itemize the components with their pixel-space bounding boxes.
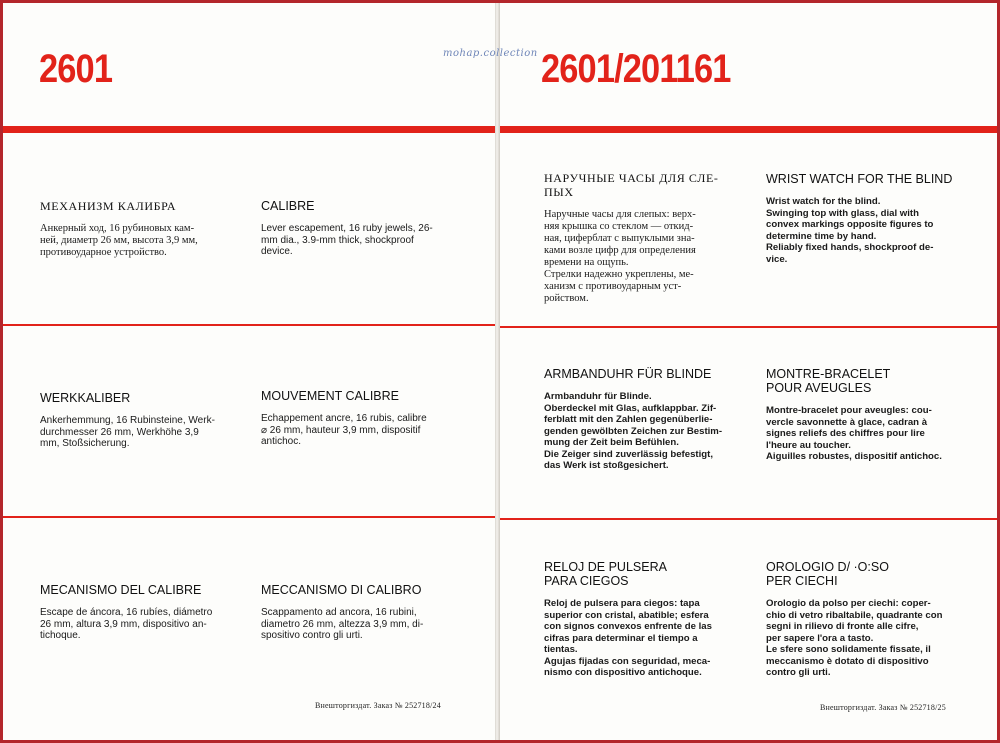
section-text: Анкерный ход, 16 рубиновых кам- ней, диаметр 26 мм, высота 3,9 мм, противоударное устройство. (40, 223, 198, 258)
section-heading: НАРУЧНЫЕ ЧАСЫ ДЛЯ СЛЕ- ПЫХ (544, 171, 719, 199)
red-divider (500, 326, 997, 328)
section-text: Lever escapement, 16 ruby jewels, 26- mm dia., 3.9-mm thick, shockproof device. (261, 223, 433, 257)
section-heading: MOUVEMENT CALIBRE (261, 389, 399, 403)
section-italian (766, 560, 966, 679)
section-heading: WERKKALIBER (40, 391, 131, 405)
section-text: Orologio da polso per ciechi: coper- chio di vetro ribaltabile, quadrante con segni in rilievo di fronte alle cifre, per sapere l'ora a tasto. Le sfere sono solidamente fissate, il meccanismo è dotato di dispositivo contro gli urti. (766, 598, 943, 678)
model-number: 2601/201161 (541, 47, 731, 91)
model-number: 2601 (39, 47, 113, 91)
section-english (261, 199, 461, 258)
section-heading: ARMBANDUHR FÜR BLINDE (544, 367, 712, 381)
red-rule (500, 126, 997, 133)
red-rule (3, 126, 495, 133)
section-text: Armbanduhr für Blinde. Oberdeckel mit Glas, aufklappbar. Zif- ferblatt mit den Zahlen gegenüberlie- genden gewölbten Zeichen zur Bestim- mung der Zeit beim Befühlen. Die Zeiger sind zuverlässig befestigt, das Werk ist stoßgesichert. (544, 391, 723, 471)
section-text: Escape de áncora, 16 rubíes, diámetro 26 mm, altura 3,9 mm, dispositivo an- tichoque. (40, 607, 213, 641)
section-text: Montre-bracelet pour aveugles: cou- vercle savonnette à glace, cadran à signes reliefs des chiffres pour lire l'heure au toucher. Aiguilles robustes, dispositif antichoc. (766, 405, 942, 462)
red-divider (500, 518, 997, 520)
section-heading: MECANISMO DEL CALIBRE (40, 583, 202, 597)
section-spanish (40, 583, 240, 642)
watermark: mohap.collection (443, 48, 538, 59)
section-italian (261, 583, 461, 642)
section-german (544, 367, 754, 472)
red-divider (3, 516, 495, 518)
section-german (40, 391, 240, 450)
section-spanish (544, 560, 754, 679)
section-text: Wrist watch for the blind. Swinging top with glass, dial with convex markings opposite figures to determine time by hand. Reliably fixed hands, shockproof de- vice. (766, 196, 934, 265)
section-heading: MECCANISMO DI CALIBRO (261, 583, 422, 597)
section-heading: OROLOGIO D/ ·O:SO PER CIECHI (766, 560, 889, 588)
printer-imprint: Внешторгиздат. Заказ № 252718/24 (315, 701, 441, 710)
section-heading: МЕХАНИЗМ КАЛИБРА (40, 199, 177, 213)
section-russian (40, 199, 240, 259)
section-heading: WRIST WATCH FOR THE BLIND (766, 172, 953, 186)
section-text: Наручные часы для слепых: верх- няя крышка со стеклом — откид- ная, циферблат с выпуклыми зна- ками возле цифр для определения времени на ощупь. Стрелки надежно укреплены, ме- ханизм с противоударным уст- ройством. (544, 209, 696, 304)
section-heading: RELOJ DE PULSERA PARA CIEGOS (544, 560, 667, 588)
left-page (3, 3, 495, 740)
right-page (500, 3, 997, 740)
section-heading: MONTRE-BRACELET POUR AVEUGLES (766, 367, 891, 395)
section-text: Scappamento ad ancora, 16 rubini, diametro 26 mm, altezza 3,9 mm, di- spositivo contro gli urti. (261, 607, 424, 641)
section-english (766, 172, 966, 265)
section-text: Echappement ancre, 16 rubis, calibre ⌀ 26 mm, hauteur 3,9 mm, dispositif antichoc. (261, 413, 427, 447)
printer-imprint: Внешторгиздат. Заказ № 252718/25 (820, 703, 946, 712)
section-russian (544, 171, 744, 305)
red-divider (3, 324, 495, 326)
section-french (766, 367, 966, 463)
section-text: Reloj de pulsera para ciegos: tapa superior con cristal, abatible; esfera con signos convexos enfrente de las cifras para determinar el tiempo a tientas. Agujas fijadas con seguridad, meca- nismo con dispositivo antichoque. (544, 598, 712, 678)
section-french (261, 389, 461, 448)
section-heading: CALIBRE (261, 199, 315, 213)
section-text: Ankerhemmung, 16 Rubinsteine, Werk- durchmesser 26 mm, Werkhöhe 3,9 mm, Stoßsicherung. (40, 415, 215, 449)
